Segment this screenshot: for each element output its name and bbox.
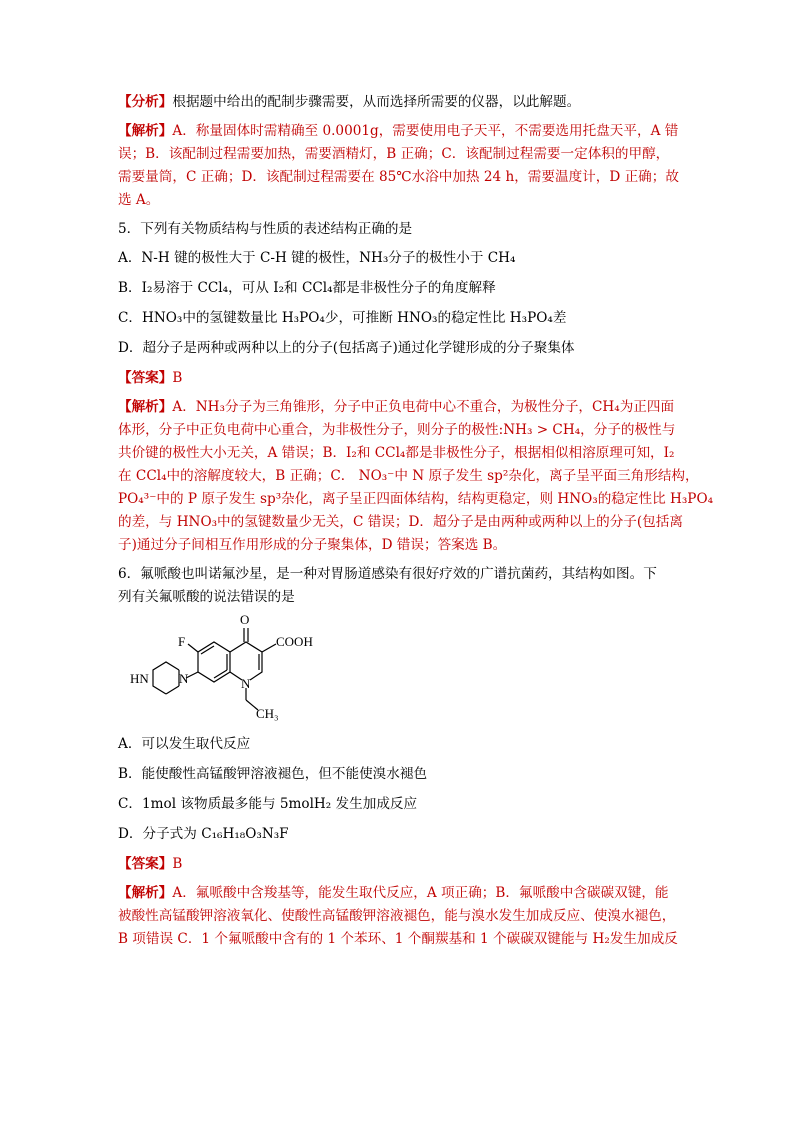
hn-label: HN — [130, 671, 149, 686]
q5-explanation-line: 子)通过分子间相互作用形成的分子聚集体，D 错误；答案选 B。 — [118, 537, 507, 553]
q5-explanation-line: 体形，分子中正负电荷中心重合，为非极性分子，则分子的极性:NH₃ > CH₄，分子的极性与 — [118, 422, 676, 438]
q5-option-c: C．HNO₃中的氢键数量比 H₃PO₄少，可推断 HNO₃的稳定性比 H₃PO₄差 — [118, 310, 567, 326]
q5-stem: 5．下列有关物质结构与性质的表述结构正确的是 — [118, 221, 413, 237]
methyl-label: CH₃ — [256, 706, 279, 721]
q6-stem-line: 6．氟哌酸也叫诺氟沙星，是一种对胃肠道感染有很好疗效的广谱抗菌药，其结构如图。下 — [118, 566, 657, 582]
document-page — [118, 92, 714, 952]
analysis-paragraph — [118, 92, 678, 112]
q5-option-b: B．I₂易溶于 CCl₄，可从 I₂和 CCl₄都是非极性分子的角度解释 — [118, 280, 496, 296]
fluorine-label: F — [178, 634, 186, 649]
q5-explanation-line: 共价键的极性大小无关，A 错误；B．I₂和 CCl₄都是非极性分子，根据相似相溶原理可知，I₂ — [118, 445, 675, 461]
q5-option-d: D．超分子是两种或两种以上的分子(包括离子)通过化学键形成的分子聚集体 — [118, 340, 575, 356]
explanation4-tag: 【解析】 — [118, 123, 173, 139]
analysis-tag: 【分析】 — [118, 94, 173, 110]
explanation4-line: 选 A。 — [118, 192, 160, 208]
q5-explanation-line: PO₄³⁻中的 P 原子发生 sp³杂化，离子呈正四面体结构，结构更稳定，则 HNO₃的稳定性比 H₃PO₄ — [118, 491, 714, 507]
q6-answer-value: B — [172, 856, 183, 872]
piperazine-n-label: N — [179, 671, 189, 686]
q5-option-a: A．N-H 键的极性大于 C-H 键的极性，NH₃分子的极性小于 CH₄ — [118, 250, 516, 266]
q5-explanation-line: 的差，与 HNO₃中的氢键数量少无关，C 错误；D．超分子是由两种或两种以上的分子(包括离 — [118, 514, 683, 530]
ring-n-label: N — [241, 676, 251, 691]
q6-option-d: D．分子式为 C₁₆H₁₈O₃N₃F — [118, 826, 289, 842]
q5-explanation-line: 在 CCl₄中的溶解度较大，B 正确；C． NO₃⁻中 N 原子发生 sp²杂化，离子呈平面三角形结构， — [118, 468, 699, 484]
q5-answer: 【答案】B — [118, 370, 183, 386]
cooh-label: COOH — [276, 634, 313, 649]
q6-stem-line: 列有关氟哌酸的说法错误的是 — [118, 589, 295, 605]
q6-option-c: C．1mol 该物质最多能与 5molH₂ 发生加成反应 — [118, 796, 418, 812]
q6-explanation-line: B 项错误 C．1 个氟哌酸中含有的 1 个苯环、1 个酮羰基和 1 个碳碳双键能与 H₂发生加成反 — [118, 931, 678, 947]
q6-answer: 【答案】B — [118, 856, 183, 872]
q6-explanation-line: 【解析】A．氟哌酸中含羧基等，能发生取代反应，A 项正确；B．氟哌酸中含碳碳双键，能 — [118, 885, 669, 901]
q6-explanation-line: 被酸性高锰酸钾溶液氧化、使酸性高锰酸钾溶液褪色，能与溴水发生加成反应、使溴水褪色， — [118, 908, 676, 924]
oxygen-label: O — [240, 612, 250, 627]
q6-option-b: B．能使酸性高锰酸钾溶液褪色，但不能使溴水褪色 — [118, 766, 428, 782]
q6-option-a: A．可以发生取代反应 — [118, 736, 251, 752]
explanation4-line: 【解析】A．称量固体时需精确至 0.0001g，需要使用电子天平，不需要选用托盘天平，A 错 — [118, 123, 679, 139]
q5-explanation-line: 【解析】A．NH₃分子为三角锥形，分子中正负电荷中心不重合，为极性分子，CH₄为正四面 — [118, 399, 675, 415]
explanation4-line: 需要量筒，C 正确；D．该配制过程需要在 85℃水浴中加热 24 h，需要温度计，D 正确；故 — [118, 169, 679, 185]
norfloxacin-structure — [126, 614, 366, 726]
q5-answer-value: B — [172, 370, 183, 386]
explanation4-line: 误；B．该配制过程需要加热，需要酒精灯，B 正确；C．该配制过程需要一定体积的甲醇， — [118, 146, 670, 162]
structure-drawing — [126, 614, 366, 726]
analysis-text: 根据题中给出的配制步骤需要，从而选择所需要的仪器，以此解题。 — [172, 94, 581, 110]
